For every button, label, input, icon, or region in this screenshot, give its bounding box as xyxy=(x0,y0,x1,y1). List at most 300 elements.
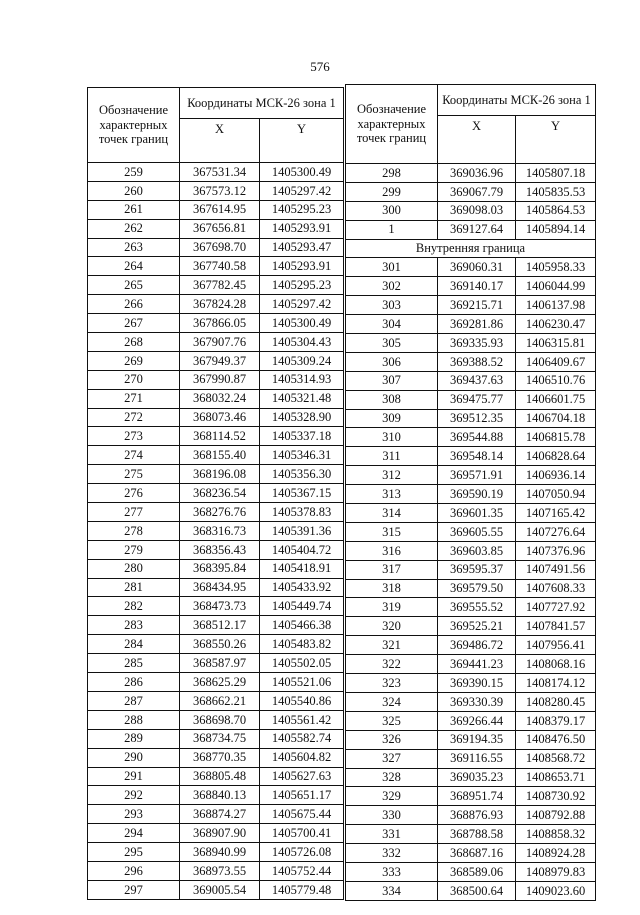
x-coordinate-cell: 369601.35 xyxy=(438,504,516,523)
point-id-cell: 295 xyxy=(88,843,180,862)
table-row xyxy=(88,351,344,370)
x-coordinate-cell: 368940.99 xyxy=(180,843,260,862)
table-row xyxy=(346,787,596,806)
x-coordinate-cell: 368907.90 xyxy=(180,824,260,843)
table-row xyxy=(346,844,596,863)
x-coordinate-cell: 368840.13 xyxy=(180,786,260,805)
right-table-body xyxy=(346,164,596,901)
table-row xyxy=(346,182,596,201)
y-coordinate-cell: 1405483.82 xyxy=(260,635,344,654)
y-coordinate-cell: 1405293.91 xyxy=(260,257,344,276)
point-id-cell: 290 xyxy=(88,748,180,767)
y-coordinate-cell: 1405297.42 xyxy=(260,181,344,200)
point-id-cell: 300 xyxy=(346,201,438,220)
inner-boundary-label: Внутренняя граница xyxy=(346,239,596,258)
x-coordinate-cell: 368805.48 xyxy=(180,767,260,786)
table-row xyxy=(346,730,596,749)
x-coordinate-cell: 368734.75 xyxy=(180,729,260,748)
x-coordinate-cell: 369579.50 xyxy=(438,579,516,598)
y-coordinate-cell: 1408476.50 xyxy=(516,730,596,749)
table-row xyxy=(346,768,596,787)
table-row xyxy=(346,825,596,844)
x-coordinate-cell: 368874.27 xyxy=(180,805,260,824)
table-row xyxy=(88,389,344,408)
coordinates-table-left xyxy=(87,87,344,900)
y-coordinate-cell: 1405449.74 xyxy=(260,597,344,616)
y-coordinate-cell: 1408379.17 xyxy=(516,711,596,730)
y-coordinate-cell: 1405502.05 xyxy=(260,654,344,673)
table-row xyxy=(346,504,596,523)
y-coordinate-cell: 1405295.23 xyxy=(260,276,344,295)
x-coordinate-cell: 369590.19 xyxy=(438,485,516,504)
y-coordinate-cell: 1407050.94 xyxy=(516,485,596,504)
y-coordinate-cell: 1405356.30 xyxy=(260,465,344,484)
y-coordinate-cell: 1407956.41 xyxy=(516,636,596,655)
table-row xyxy=(346,334,596,353)
y-coordinate-cell: 1407841.57 xyxy=(516,617,596,636)
point-id-cell: 287 xyxy=(88,691,180,710)
x-coordinate-cell: 368473.73 xyxy=(180,597,260,616)
designation-header: Обозначение характерных точек границ xyxy=(346,85,438,164)
point-id-cell: 280 xyxy=(88,559,180,578)
point-id-cell: 325 xyxy=(346,711,438,730)
point-id-cell: 310 xyxy=(346,428,438,447)
x-coordinate-cell: 369595.37 xyxy=(438,560,516,579)
y-coordinate-cell: 1406601.75 xyxy=(516,390,596,409)
table-row xyxy=(88,484,344,503)
table-row xyxy=(346,711,596,730)
point-id-cell: 301 xyxy=(346,258,438,277)
point-id-cell: 275 xyxy=(88,465,180,484)
table-row xyxy=(88,805,344,824)
y-coordinate-cell: 1408979.83 xyxy=(516,862,596,881)
table-row xyxy=(346,352,596,371)
table-row xyxy=(346,692,596,711)
table-row xyxy=(346,428,596,447)
x-coordinate-cell: 368434.95 xyxy=(180,578,260,597)
left-table-body xyxy=(88,163,344,900)
table-row xyxy=(88,729,344,748)
point-id-cell: 1 xyxy=(346,220,438,239)
y-coordinate-cell: 1405521.06 xyxy=(260,673,344,692)
x-coordinate-cell: 369116.55 xyxy=(438,749,516,768)
x-coordinate-cell: 369215.71 xyxy=(438,296,516,315)
point-id-cell: 322 xyxy=(346,655,438,674)
x-coordinate-cell: 368951.74 xyxy=(438,787,516,806)
x-coordinate-cell: 369036.96 xyxy=(438,164,516,183)
table-row xyxy=(346,409,596,428)
table-row xyxy=(346,220,596,239)
table-row xyxy=(88,163,344,182)
table-row xyxy=(346,522,596,541)
point-id-cell: 299 xyxy=(346,182,438,201)
x-coordinate-cell: 369127.64 xyxy=(438,220,516,239)
table-row xyxy=(346,674,596,693)
y-coordinate-cell: 1408653.71 xyxy=(516,768,596,787)
y-coordinate-cell: 1405378.83 xyxy=(260,503,344,522)
x-coordinate-cell: 369035.23 xyxy=(438,768,516,787)
table-row xyxy=(346,390,596,409)
x-coordinate-cell: 369098.03 xyxy=(438,201,516,220)
y-coordinate-cell: 1405894.14 xyxy=(516,220,596,239)
x-coordinate-cell: 368512.17 xyxy=(180,616,260,635)
y-coordinate-cell: 1405807.18 xyxy=(516,164,596,183)
point-id-cell: 298 xyxy=(346,164,438,183)
y-coordinate-cell: 1405651.17 xyxy=(260,786,344,805)
point-id-cell: 261 xyxy=(88,200,180,219)
x-coordinate-cell: 367740.58 xyxy=(180,257,260,276)
y-coordinate-cell: 1405582.74 xyxy=(260,729,344,748)
table-row xyxy=(88,597,344,616)
y-coordinate-cell: 1405835.53 xyxy=(516,182,596,201)
point-id-cell: 311 xyxy=(346,447,438,466)
x-coordinate-cell: 367656.81 xyxy=(180,219,260,238)
x-coordinate-cell: 369281.86 xyxy=(438,315,516,334)
x-coordinate-cell: 368550.26 xyxy=(180,635,260,654)
table-row xyxy=(88,333,344,352)
point-id-cell: 272 xyxy=(88,408,180,427)
y-coordinate-cell: 1408792.88 xyxy=(516,806,596,825)
y-coordinate-cell: 1405304.43 xyxy=(260,333,344,352)
table-row xyxy=(346,541,596,560)
y-coordinate-cell: 1405404.72 xyxy=(260,540,344,559)
y-coordinate-cell: 1405295.23 xyxy=(260,200,344,219)
table-row xyxy=(88,276,344,295)
table-row xyxy=(88,181,344,200)
point-id-cell: 294 xyxy=(88,824,180,843)
x-coordinate-cell: 369525.21 xyxy=(438,617,516,636)
table-row xyxy=(346,655,596,674)
x-coordinate-cell: 369067.79 xyxy=(438,182,516,201)
table-row xyxy=(346,560,596,579)
table-row xyxy=(88,295,344,314)
point-id-cell: 302 xyxy=(346,277,438,296)
y-coordinate-cell: 1405752.44 xyxy=(260,861,344,880)
point-id-cell: 307 xyxy=(346,371,438,390)
table-row xyxy=(88,710,344,729)
x-coordinate-cell: 369390.15 xyxy=(438,674,516,693)
y-coordinate-cell: 1406815.78 xyxy=(516,428,596,447)
point-id-cell: 288 xyxy=(88,710,180,729)
x-coordinate-cell: 368587.97 xyxy=(180,654,260,673)
table-row xyxy=(88,370,344,389)
y-coordinate-cell: 1405309.24 xyxy=(260,351,344,370)
point-id-cell: 304 xyxy=(346,315,438,334)
y-coordinate-cell: 1407376.96 xyxy=(516,541,596,560)
y-coordinate-cell: 1405604.82 xyxy=(260,748,344,767)
x-coordinate-cell: 368356.43 xyxy=(180,540,260,559)
x-coordinate-cell: 369388.52 xyxy=(438,352,516,371)
x-coordinate-cell: 369571.91 xyxy=(438,466,516,485)
table-row xyxy=(88,257,344,276)
y-coordinate-cell: 1405561.42 xyxy=(260,710,344,729)
point-id-cell: 332 xyxy=(346,844,438,863)
x-coordinate-cell: 368114.52 xyxy=(180,427,260,446)
table-row xyxy=(88,767,344,786)
y-coordinate-cell: 1406828.64 xyxy=(516,447,596,466)
x-coordinate-cell: 368500.64 xyxy=(438,881,516,900)
y-coordinate-cell: 1407491.56 xyxy=(516,560,596,579)
point-id-cell: 285 xyxy=(88,654,180,673)
table-row xyxy=(346,598,596,617)
y-coordinate-cell: 1407608.33 xyxy=(516,579,596,598)
x-coordinate-cell: 369335.93 xyxy=(438,334,516,353)
y-coordinate-cell: 1407165.42 xyxy=(516,504,596,523)
point-id-cell: 318 xyxy=(346,579,438,598)
point-id-cell: 283 xyxy=(88,616,180,635)
point-id-cell: 326 xyxy=(346,730,438,749)
x-coordinate-cell: 367866.05 xyxy=(180,314,260,333)
y-coordinate-cell: 1406704.18 xyxy=(516,409,596,428)
y-coordinate-cell: 1405864.53 xyxy=(516,201,596,220)
point-id-cell: 284 xyxy=(88,635,180,654)
y-coordinate-cell: 1406230.47 xyxy=(516,315,596,334)
page-number: 576 xyxy=(310,59,330,74)
y-coordinate-cell: 1405367.15 xyxy=(260,484,344,503)
point-id-cell: 313 xyxy=(346,485,438,504)
point-id-cell: 262 xyxy=(88,219,180,238)
point-id-cell: 269 xyxy=(88,351,180,370)
point-id-cell: 328 xyxy=(346,768,438,787)
designation-header: Обозначение характерных точек границ xyxy=(88,88,180,163)
x-coordinate-cell: 369194.35 xyxy=(438,730,516,749)
y-coordinate-cell: 1405300.49 xyxy=(260,163,344,182)
table-row xyxy=(88,673,344,692)
y-coordinate-cell: 1405466.38 xyxy=(260,616,344,635)
point-id-cell: 308 xyxy=(346,390,438,409)
table-row xyxy=(88,843,344,862)
y-coordinate-cell: 1405328.90 xyxy=(260,408,344,427)
inner-boundary-row xyxy=(346,239,596,258)
y-header: Y xyxy=(516,116,596,164)
x-coordinate-cell: 369140.17 xyxy=(438,277,516,296)
coords-header: Координаты МСК-26 зона 1 xyxy=(180,88,344,119)
table-row xyxy=(88,314,344,333)
point-id-cell: 271 xyxy=(88,389,180,408)
point-id-cell: 277 xyxy=(88,503,180,522)
y-coordinate-cell: 1408280.45 xyxy=(516,692,596,711)
point-id-cell: 306 xyxy=(346,352,438,371)
x-coordinate-cell: 368698.70 xyxy=(180,710,260,729)
point-id-cell: 264 xyxy=(88,257,180,276)
table-row xyxy=(88,540,344,559)
x-coordinate-cell: 368788.58 xyxy=(438,825,516,844)
x-coordinate-cell: 369441.23 xyxy=(438,655,516,674)
point-id-cell: 315 xyxy=(346,522,438,541)
point-id-cell: 276 xyxy=(88,484,180,503)
y-coordinate-cell: 1405346.31 xyxy=(260,446,344,465)
table-row xyxy=(88,616,344,635)
point-id-cell: 291 xyxy=(88,767,180,786)
x-header: X xyxy=(438,116,516,164)
x-coordinate-cell: 368276.76 xyxy=(180,503,260,522)
point-id-cell: 334 xyxy=(346,881,438,900)
point-id-cell: 297 xyxy=(88,880,180,899)
table-row xyxy=(88,880,344,899)
point-id-cell: 279 xyxy=(88,540,180,559)
y-coordinate-cell: 1407276.64 xyxy=(516,522,596,541)
point-id-cell: 296 xyxy=(88,861,180,880)
point-id-cell: 314 xyxy=(346,504,438,523)
table-row xyxy=(346,466,596,485)
table-row xyxy=(346,201,596,220)
x-coordinate-cell: 369544.88 xyxy=(438,428,516,447)
y-coordinate-cell: 1405293.91 xyxy=(260,219,344,238)
point-id-cell: 327 xyxy=(346,749,438,768)
x-coordinate-cell: 369330.39 xyxy=(438,692,516,711)
y-coordinate-cell: 1405300.49 xyxy=(260,314,344,333)
table-row xyxy=(346,277,596,296)
y-coordinate-cell: 1406510.76 xyxy=(516,371,596,390)
x-coordinate-cell: 368876.93 xyxy=(438,806,516,825)
x-coordinate-cell: 367990.87 xyxy=(180,370,260,389)
x-coordinate-cell: 368236.54 xyxy=(180,484,260,503)
y-coordinate-cell: 1405433.92 xyxy=(260,578,344,597)
table-row xyxy=(88,503,344,522)
point-id-cell: 312 xyxy=(346,466,438,485)
point-id-cell: 323 xyxy=(346,674,438,693)
table-row xyxy=(88,446,344,465)
y-coordinate-cell: 1405293.47 xyxy=(260,238,344,257)
coordinates-table-right xyxy=(345,84,596,901)
x-coordinate-cell: 367907.76 xyxy=(180,333,260,352)
table-row xyxy=(88,200,344,219)
table-row xyxy=(88,238,344,257)
x-coordinate-cell: 369548.14 xyxy=(438,447,516,466)
table-row xyxy=(88,427,344,446)
y-coordinate-cell: 1405337.18 xyxy=(260,427,344,446)
point-id-cell: 278 xyxy=(88,521,180,540)
table-row xyxy=(88,408,344,427)
y-coordinate-cell: 1405675.44 xyxy=(260,805,344,824)
y-coordinate-cell: 1405958.33 xyxy=(516,258,596,277)
point-id-cell: 265 xyxy=(88,276,180,295)
table-row xyxy=(346,749,596,768)
point-id-cell: 330 xyxy=(346,806,438,825)
x-header: X xyxy=(180,119,260,163)
table-row xyxy=(88,219,344,238)
point-id-cell: 273 xyxy=(88,427,180,446)
x-coordinate-cell: 369475.77 xyxy=(438,390,516,409)
point-id-cell: 281 xyxy=(88,578,180,597)
y-coordinate-cell: 1408924.28 xyxy=(516,844,596,863)
point-id-cell: 320 xyxy=(346,617,438,636)
y-coordinate-cell: 1406137.98 xyxy=(516,296,596,315)
point-id-cell: 324 xyxy=(346,692,438,711)
table-row xyxy=(88,691,344,710)
y-coordinate-cell: 1409023.60 xyxy=(516,881,596,900)
point-id-cell: 260 xyxy=(88,181,180,200)
table-row xyxy=(88,654,344,673)
point-id-cell: 286 xyxy=(88,673,180,692)
x-coordinate-cell: 368196.08 xyxy=(180,465,260,484)
x-coordinate-cell: 368395.84 xyxy=(180,559,260,578)
y-coordinate-cell: 1405391.36 xyxy=(260,521,344,540)
x-coordinate-cell: 369005.54 xyxy=(180,880,260,899)
table-row xyxy=(346,617,596,636)
x-coordinate-cell: 369605.55 xyxy=(438,522,516,541)
table-row xyxy=(88,786,344,805)
point-id-cell: 282 xyxy=(88,597,180,616)
table-row xyxy=(88,559,344,578)
x-coordinate-cell: 367949.37 xyxy=(180,351,260,370)
y-coordinate-cell: 1408068.16 xyxy=(516,655,596,674)
point-id-cell: 303 xyxy=(346,296,438,315)
y-coordinate-cell: 1406044.99 xyxy=(516,277,596,296)
point-id-cell: 268 xyxy=(88,333,180,352)
point-id-cell: 321 xyxy=(346,636,438,655)
x-coordinate-cell: 368032.24 xyxy=(180,389,260,408)
y-header: Y xyxy=(260,119,344,163)
x-coordinate-cell: 368973.55 xyxy=(180,861,260,880)
x-coordinate-cell: 367782.45 xyxy=(180,276,260,295)
table-row xyxy=(346,447,596,466)
x-coordinate-cell: 369512.35 xyxy=(438,409,516,428)
point-id-cell: 329 xyxy=(346,787,438,806)
table-row xyxy=(346,258,596,277)
x-coordinate-cell: 367573.12 xyxy=(180,181,260,200)
y-coordinate-cell: 1405418.91 xyxy=(260,559,344,578)
table-row xyxy=(346,485,596,504)
table-row xyxy=(88,521,344,540)
y-coordinate-cell: 1405540.86 xyxy=(260,691,344,710)
table-row xyxy=(88,465,344,484)
table-row xyxy=(346,636,596,655)
table-row xyxy=(88,578,344,597)
point-id-cell: 267 xyxy=(88,314,180,333)
point-id-cell: 316 xyxy=(346,541,438,560)
point-id-cell: 331 xyxy=(346,825,438,844)
x-coordinate-cell: 367614.95 xyxy=(180,200,260,219)
y-coordinate-cell: 1408858.32 xyxy=(516,825,596,844)
y-coordinate-cell: 1408568.72 xyxy=(516,749,596,768)
y-coordinate-cell: 1405726.08 xyxy=(260,843,344,862)
point-id-cell: 319 xyxy=(346,598,438,617)
y-coordinate-cell: 1405627.63 xyxy=(260,767,344,786)
table-row xyxy=(346,164,596,183)
x-coordinate-cell: 367698.70 xyxy=(180,238,260,257)
x-coordinate-cell: 368662.21 xyxy=(180,691,260,710)
x-coordinate-cell: 369555.52 xyxy=(438,598,516,617)
point-id-cell: 263 xyxy=(88,238,180,257)
x-coordinate-cell: 368589.06 xyxy=(438,862,516,881)
table-row xyxy=(346,881,596,900)
table-row xyxy=(346,296,596,315)
x-coordinate-cell: 368316.73 xyxy=(180,521,260,540)
x-coordinate-cell: 367531.34 xyxy=(180,163,260,182)
point-id-cell: 309 xyxy=(346,409,438,428)
table-row xyxy=(88,748,344,767)
point-id-cell: 266 xyxy=(88,295,180,314)
x-coordinate-cell: 369060.31 xyxy=(438,258,516,277)
x-coordinate-cell: 369266.44 xyxy=(438,711,516,730)
point-id-cell: 305 xyxy=(346,334,438,353)
point-id-cell: 270 xyxy=(88,370,180,389)
table-row xyxy=(346,806,596,825)
point-id-cell: 289 xyxy=(88,729,180,748)
table-row xyxy=(346,862,596,881)
y-coordinate-cell: 1405700.41 xyxy=(260,824,344,843)
y-coordinate-cell: 1405314.93 xyxy=(260,370,344,389)
x-coordinate-cell: 368770.35 xyxy=(180,748,260,767)
y-coordinate-cell: 1405297.42 xyxy=(260,295,344,314)
x-coordinate-cell: 368073.46 xyxy=(180,408,260,427)
point-id-cell: 333 xyxy=(346,862,438,881)
y-coordinate-cell: 1406409.67 xyxy=(516,352,596,371)
y-coordinate-cell: 1405779.48 xyxy=(260,880,344,899)
y-coordinate-cell: 1406936.14 xyxy=(516,466,596,485)
coords-header: Координаты МСК-26 зона 1 xyxy=(438,85,596,116)
